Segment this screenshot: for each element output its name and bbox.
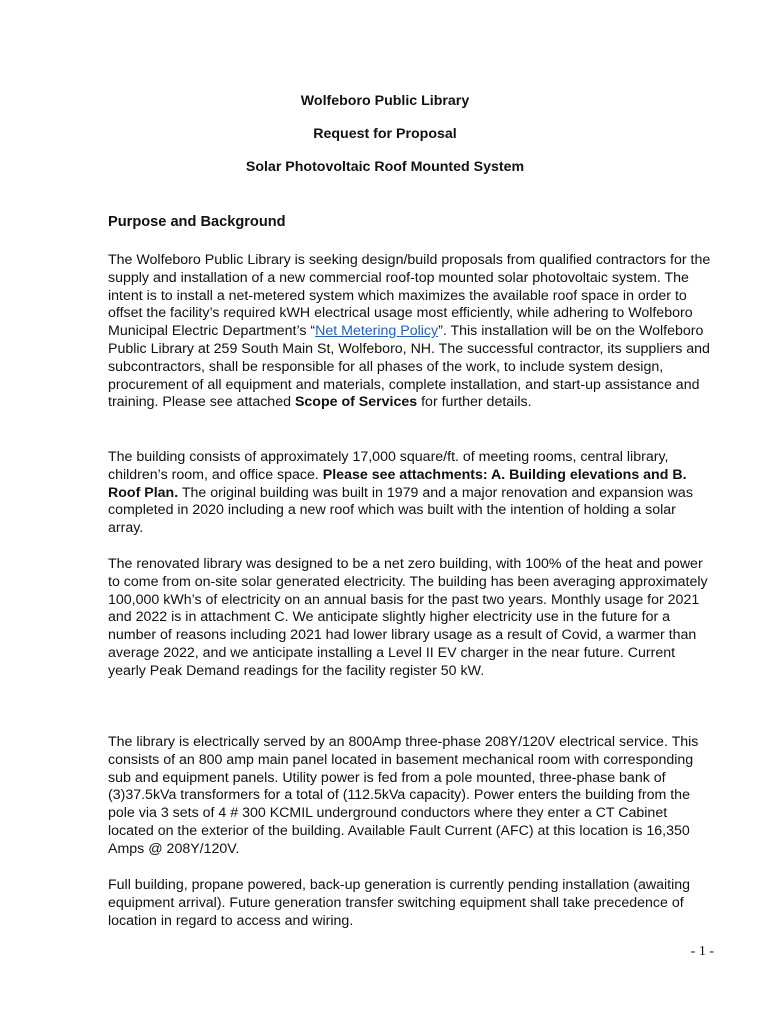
p2-bold-attachments: Please see attachments: A. Building elevations and B. Roof Plan. — [108, 466, 687, 501]
p2-text-a: The building consists of approximately 17,000 square/ft. of meeting rooms, central library, children’s room, and office space. — [108, 449, 669, 483]
header-org: Wolfeboro Public Library — [300, 93, 470, 109]
p1-text-a: The Wolfeboro Public Library is seeking design/build proposals from qualified contractors for the supply and installation of a new commercial roof-top mounted solar photovoltaic system. The intent is to install a net-metered system which maximizes the available roof space in order to offset the facility’s required kWH electrical usage most efficiently, while adhering to Wolfeboro Municipal Electric Department’s “ — [108, 252, 711, 340]
header-project: Solar Photovoltaic Roof Mounted System — [245, 159, 525, 175]
page-number: - 1 - — [690, 944, 714, 959]
p2-text-b: The original building was built in 1979 and a major renovation and expansion was completed in 2020 including a new roof which was built with the intention of holding a solar array. — [108, 484, 693, 537]
paragraph-building — [108, 449, 712, 538]
p1-text-b: ”. This installation will be on the Wolfeboro Public Library at 259 South Main St, Wolfeboro, NH. The successful contractor, its suppliers and subcontractors, shall be responsible for all phases of the work, to include system design, procurement of all equipment and materials, complete installation, and start-up assistance and training. Please see attached — [108, 323, 710, 411]
section-heading: Purpose and Background — [108, 214, 286, 230]
header-doc-type: Request for Proposal — [313, 126, 457, 142]
net-metering-policy-link[interactable]: Net Metering Policy — [315, 323, 439, 340]
p1-bold-scope: Scope of Services — [294, 394, 418, 411]
paragraph-net-zero: The renovated library was designed to be a net zero building, with 100% of the heat and power to come from on-site solar generated electricity. The building has been averaging approximately 100,000 kWh’s of electricity on an annual basis for the past two years. Monthly usage for 2021 and 2022 is in attachment C. We anticipate slightly higher electricity use in the future for a number of reasons including 2021 had lower library usage as a result of Covid, a warmer than average 2022, and we anticipate installing a Level II EV charger in the near future. Current yearly Peak Demand readings for the facility register 50 kW. — [108, 556, 708, 679]
paragraph-purpose — [108, 252, 712, 412]
p1-text-c: for further details. — [417, 394, 532, 411]
paragraph-backup-generation: Full building, propane powered, back-up generation is currently pending installation (awaiting equipment arrival). Future generation transfer switching equipment shall take precedence of location in regard to access and wiring. — [108, 877, 691, 929]
paragraph-electrical-service: The library is electrically served by an 800Amp three-phase 208Y/120V electrical service. This consists of an 800 amp main panel located in basement mechanical room with corresponding sub and equipment panels. Utility power is fed from a pole mounted, three-phase bank of (3)37.5kVa transformers for a total of (112.5kVa capacity). Power enters the building from the pole via 3 sets of 4 # 300 KCMIL underground conductors where they enter a CT Cabinet located on the exterior of the building. Available Fault Current (AFC) at this location is 16,350 Amps @ 208Y/120V. — [108, 734, 699, 857]
